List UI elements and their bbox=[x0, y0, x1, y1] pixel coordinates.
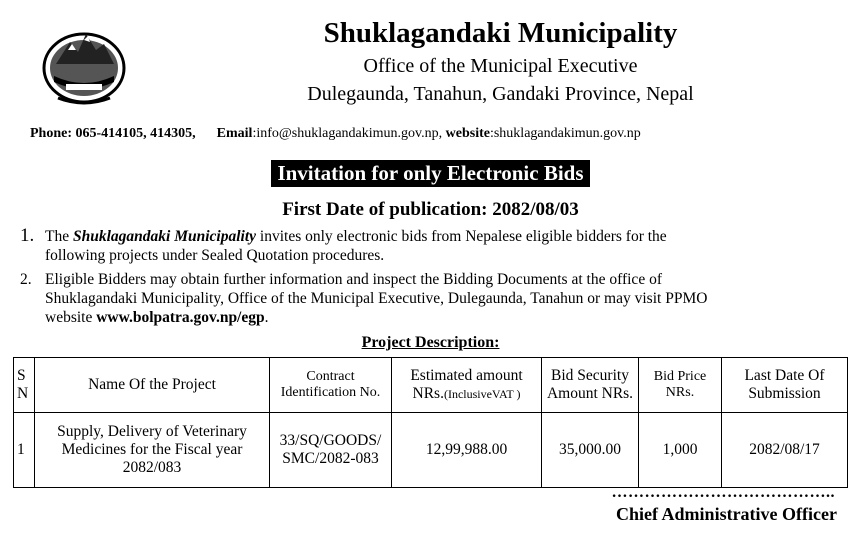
contact-line bbox=[30, 126, 641, 142]
paragraph-1: 1. The Shuklagandaki Municipality invites only electronic bids from Nepalese eligible bidders for the following projects under Sealed Quotation procedures. bbox=[20, 225, 667, 264]
phone-number: 065-414105, 414305, bbox=[75, 126, 196, 141]
email-address[interactable]: :info@shuklagandakimun.gov.np, bbox=[252, 126, 443, 141]
municipality-name: Shuklagandaki Municipality bbox=[323, 17, 678, 49]
paragraph-2: 2. Eligible Bidders may obtain further information and inspect the Bidding Documents at the office of Shuklagandaki Municipality, Office of the Municipal Executive, Dulegaunda, Tanahun or may visit PPMO website www.bolpatra.gov.np/egp. bbox=[20, 271, 708, 326]
cell-security: 35,000.00 bbox=[542, 413, 639, 488]
website-address[interactable]: :shuklagandakimun.gov.np bbox=[489, 126, 641, 141]
notice-heading: Invitation for only Electronic Bids bbox=[271, 160, 589, 187]
table-row bbox=[14, 413, 848, 488]
signatory-title: Chief Administrative Officer bbox=[616, 504, 837, 524]
header-security: Bid Security Amount NRs. bbox=[542, 358, 639, 413]
email-label: Email bbox=[216, 126, 253, 141]
ppmo-link[interactable]: www.bolpatra.gov.np/egp bbox=[96, 309, 265, 326]
letterhead bbox=[140, 14, 861, 108]
phone-label: Phone: bbox=[30, 126, 72, 141]
cell-last-date: 2082/08/17 bbox=[722, 413, 848, 488]
cell-name: Supply, Delivery of Veterinary Medicines for the Fiscal year 2082/083 bbox=[35, 413, 270, 488]
municipality-emphasis: Shuklagandaki Municipality bbox=[72, 228, 257, 245]
project-table bbox=[13, 357, 848, 488]
paragraph-1-number: 1. bbox=[20, 225, 35, 246]
header-contract: Contract Identification No. bbox=[270, 358, 392, 413]
header-name: Name Of the Project bbox=[35, 358, 270, 413]
website-label: website bbox=[445, 126, 490, 141]
project-description-caption: Project Description: bbox=[361, 334, 500, 351]
office-address: Dulegaunda, Tanahun, Gandaki Province, Nepal bbox=[307, 83, 694, 105]
cell-contract: 33/SQ/GOODS/ SMC/2082-083 bbox=[270, 413, 392, 488]
header-sn: S N bbox=[14, 358, 35, 413]
paragraph-2-number: 2. bbox=[20, 271, 32, 288]
table-header-row bbox=[14, 358, 848, 413]
cell-sn: 1 bbox=[14, 413, 35, 488]
municipality-logo bbox=[38, 20, 130, 108]
header-last-date: Last Date Of Submission bbox=[722, 358, 848, 413]
cell-price: 1,000 bbox=[639, 413, 722, 488]
cell-amount: 12,99,988.00 bbox=[392, 413, 542, 488]
header-price: Bid Price NRs. bbox=[639, 358, 722, 413]
signature-line: ………………………………….. bbox=[611, 484, 835, 501]
office-name: Office of the Municipal Executive bbox=[363, 55, 638, 77]
publication-date: First Date of publication: 2082/08/03 bbox=[282, 199, 579, 220]
header-amount: Estimated amount NRs.(InclusiveVAT ) bbox=[392, 358, 542, 413]
